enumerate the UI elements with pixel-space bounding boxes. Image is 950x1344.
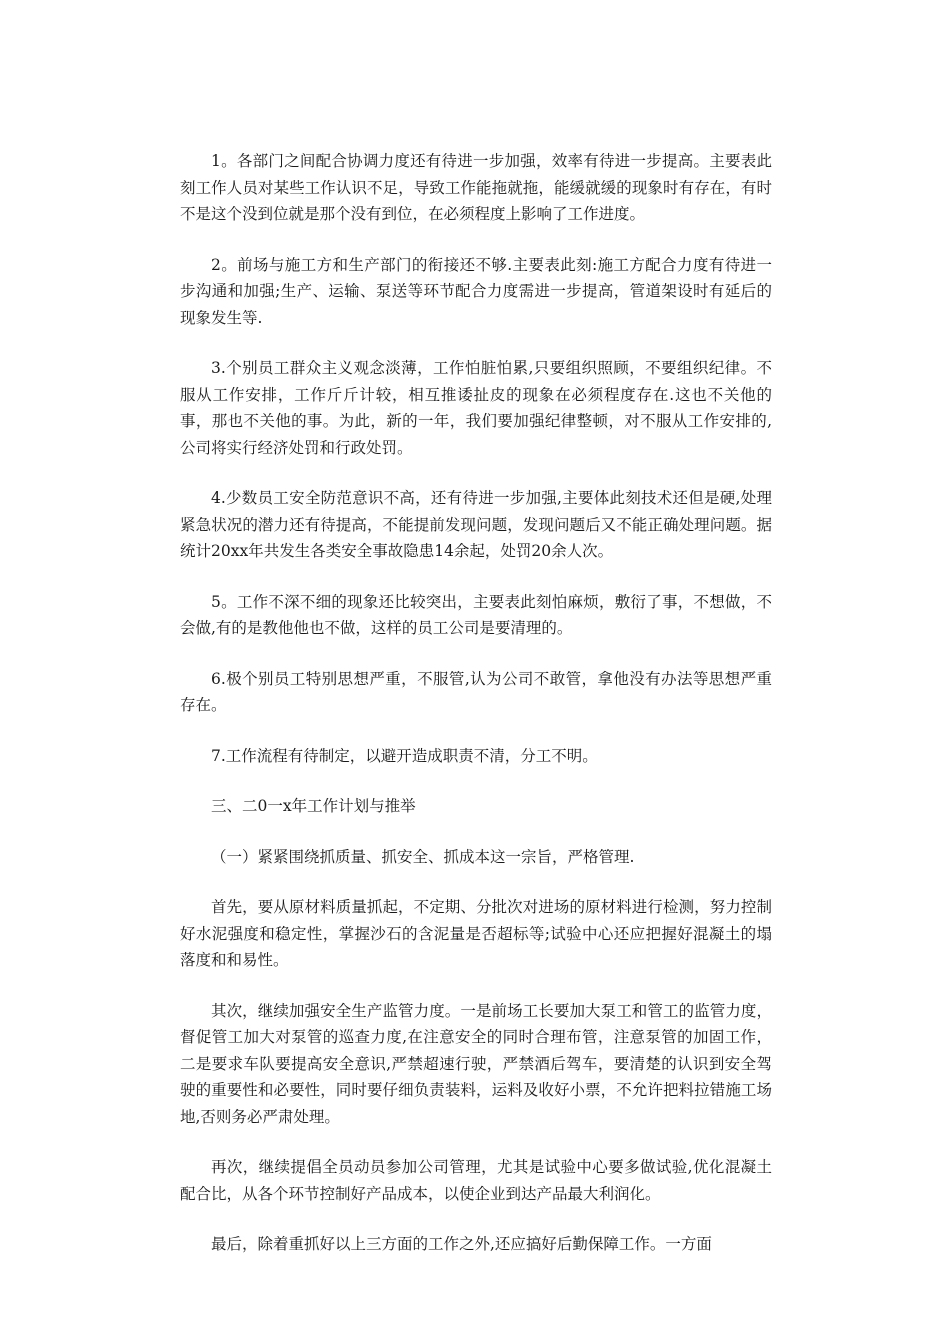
document-page bbox=[180, 148, 772, 1282]
paragraph-issue-6: 6.极个别员工特别思想严重，不服管,认为公司不敢管，拿他没有办法等思想严重存在。 bbox=[180, 669, 772, 714]
paragraph-second: 其次，继续加强安全生产监管力度。一是前场工长要加大泵工和管工的监管力度，督促管工加大对泵管的巡查力度,在注意安全的同时合理布管，注意泵管的加固工作，二是要求车队要提高安全意识,严禁超速行驶，严禁酒后驾车，要清楚的认识到安全驾驶的重要性和必要性，同时要仔细负责装料，运料及收好小票，不允许把料拉错施工场地,否则务必严肃处理。 bbox=[180, 1001, 772, 1126]
paragraph-last: 最后，除着重抓好以上三方面的工作之外,还应搞好后勤保障工作。一方面 bbox=[211, 1235, 712, 1253]
paragraph-issue-7: 7.工作流程有待制定，以避开造成职责不清，分工不明。 bbox=[211, 746, 598, 765]
paragraph-first: 首先，要从原材料质量抓起，不定期、分批次对进场的原材料进行检测，努力控制好水泥强度和稳定性，掌握沙石的含泥量是否超标等;试验中心还应把握好混凝土的塌落度和和易性。 bbox=[180, 898, 772, 969]
subsection-heading-1: （一）紧紧围绕抓质量、抓安全、抓成本这一宗旨，严格管理. bbox=[211, 847, 635, 866]
paragraph-third: 再次，继续提倡全员动员参加公司管理，尤其是试验中心要多做试验,优化混凝土配合比，从各个环节控制好产品成本，以使企业到达产品最大利润化。 bbox=[180, 1158, 772, 1203]
paragraph-issue-4: 4.少数员工安全防范意识不高，还有待进一步加强,主要体此刻技术还但是硬,处理紧急状况的潜力还有待提高，不能提前发现问题，发现问题后又不能正确处理问题。据统计20xx年共发生各类安全事故隐患14余起，处罚20余人次。 bbox=[180, 489, 772, 560]
paragraph-issue-1: 1。各部门之间配合协调力度还有待进一步加强，效率有待进一步提高。主要表此刻工作人员对某些工作认识不足，导致工作能拖就拖，能缓就缓的现象时有存在，有时不是这个没到位就是那个没有到位，在必须程度上影响了工作进度。 bbox=[180, 152, 772, 223]
paragraph-issue-2: 2。前场与施工方和生产部门的衔接还不够.主要表此刻:施工方配合力度有待进一步沟通和加强;生产、运输、泵送等环节配合力度需进一步提高，管道架设时有延后的现象发生等. bbox=[180, 255, 772, 327]
paragraph-issue-3: 3.个别员工群众主义观念淡薄，工作怕脏怕累,只要组织照顾，不要组织纪律。不服从工作安排，工作斤斤计较，相互推诿扯皮的现象在必须程度存在.这也不关他的事，那也不关他的事。为此，新的一年，我们要加强纪律整顿，对不服从工作安排的,公司将实行经济处罚和行政处罚。 bbox=[180, 359, 772, 457]
paragraph-issue-5: 5。工作不深不细的现象还比较突出，主要表此刻怕麻烦，敷衍了事，不想做，不会做,有的是教他他也不做，这样的员工公司是要清理的。 bbox=[180, 592, 772, 637]
section-heading-plan: 三、二0一x年工作计划与推举 bbox=[211, 797, 416, 815]
